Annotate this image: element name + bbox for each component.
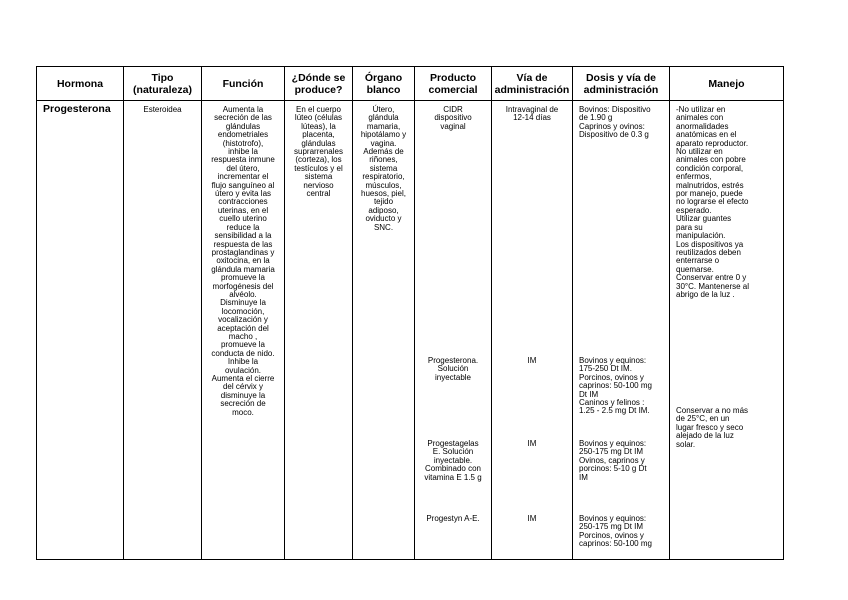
manejo-inyectable: Conservar a no más de 25°C, en un lugar fresco y seco alejado de la luz solar. [676, 406, 749, 449]
dosis-progestagelas: Bovinos y equinos: 250-175 mg Dt IM Ovinos, caprinos y porcinos: 5-10 g Dt IM [579, 439, 647, 482]
hormone-table [36, 66, 784, 560]
via-cidr: Intravaginal de 12-14 días [505, 105, 559, 123]
table-row [37, 101, 784, 560]
producto-progestyn: Progestyn A-E. [426, 514, 480, 523]
dosis-progesterona: Bovinos y equinos: 175-250 Dt IM. Porcinos, ovinos y caprinos: 50-100 mg Dt IM Caninos y felinos : 1.25 - 2.5 mg Dt IM. [579, 356, 652, 416]
via-progestyn: IM [527, 514, 537, 523]
via-progesterona: IM [527, 356, 537, 365]
header-donde: ¿Dónde se produce? [285, 67, 353, 101]
header-via: Vía de administración [492, 67, 573, 101]
cell-via [492, 101, 573, 560]
header-dosis: Dosis y vía de administración [573, 67, 670, 101]
producto-progesterona: Progesterona. Solución inyectable [427, 356, 479, 382]
dosis-cidr: Bovinos: Dispositivo de 1.90 g Caprinos y ovinos: Dispositivo de 0.3 g [579, 105, 651, 140]
cell-manejo [670, 101, 784, 560]
header-manejo: Manejo [670, 67, 784, 101]
dosis-progestyn: Bovinos y equinos: 250-175 mg Dt IM Porcinos, ovinos y caprinos: 50-100 mg [579, 514, 652, 549]
producto-progestagelas: Progestagelas E. Solución inyectable. Combinado con vitamina E 1.5 g [424, 439, 482, 482]
cell-hormona: Progesterona [37, 101, 124, 560]
header-organo: Órgano blanco [353, 67, 415, 101]
via-progestagelas: IM [527, 439, 537, 448]
cell-dosis [573, 101, 670, 560]
header-funcion: Función [202, 67, 285, 101]
cell-producto [415, 101, 492, 560]
header-row [37, 67, 784, 101]
header-tipo: Tipo (naturaleza) [124, 67, 202, 101]
cell-organo: Útero, glándula mamaria, hipotálamo y vagina. Además de riñones, sistema respiratorio, músculos, huesos, piel, tejido adiposo, oviducto y SNC. [353, 101, 415, 560]
header-hormona: Hormona [37, 67, 124, 101]
header-producto: Producto comercial [415, 67, 492, 101]
cell-donde: En el cuerpo lúteo (células lúteas), la placenta, glándulas suprarrenales (corteza), los testículos y el sistema nervioso central [285, 101, 353, 560]
producto-cidr: CIDR dispositivo vaginal [434, 105, 472, 131]
cell-tipo: Esteroidea [124, 101, 202, 560]
cell-funcion: Aumenta la secreción de las glándulas endometriales (histotrofo), inhibe la respuesta inmune del útero, incrementar el flujo sanguíneo al útero y evita las contracciones uterinas, en el cuello uterino reduce la sensibilidad a la respuesta de las prostaglandinas y oxitocina, en la glándula mamaria promueve la morfogénesis del alvéolo. Disminuye la locomoción, vocalización y aceptación del macho , promueve la conducta de nido. Inhibe la ovulación. Aumenta el cierre del cérvix y disminuye la secreción de moco. [202, 101, 285, 560]
manejo-dispositivo: -No utilizar en animales con anormalidades anatómicas en el aparato reproductor. No utilizar en animales con pobre condición corporal, enfermos, malnutridos, estrés por manejo, puede no lograrse el efecto esperado. Utilizar guantes para su manipulación. Los dispositivos ya reutilizados deben enterrarse o quemarse. Conservar entre 0 y 30°C. Mantenerse al abrigo de la luz . [676, 105, 750, 299]
